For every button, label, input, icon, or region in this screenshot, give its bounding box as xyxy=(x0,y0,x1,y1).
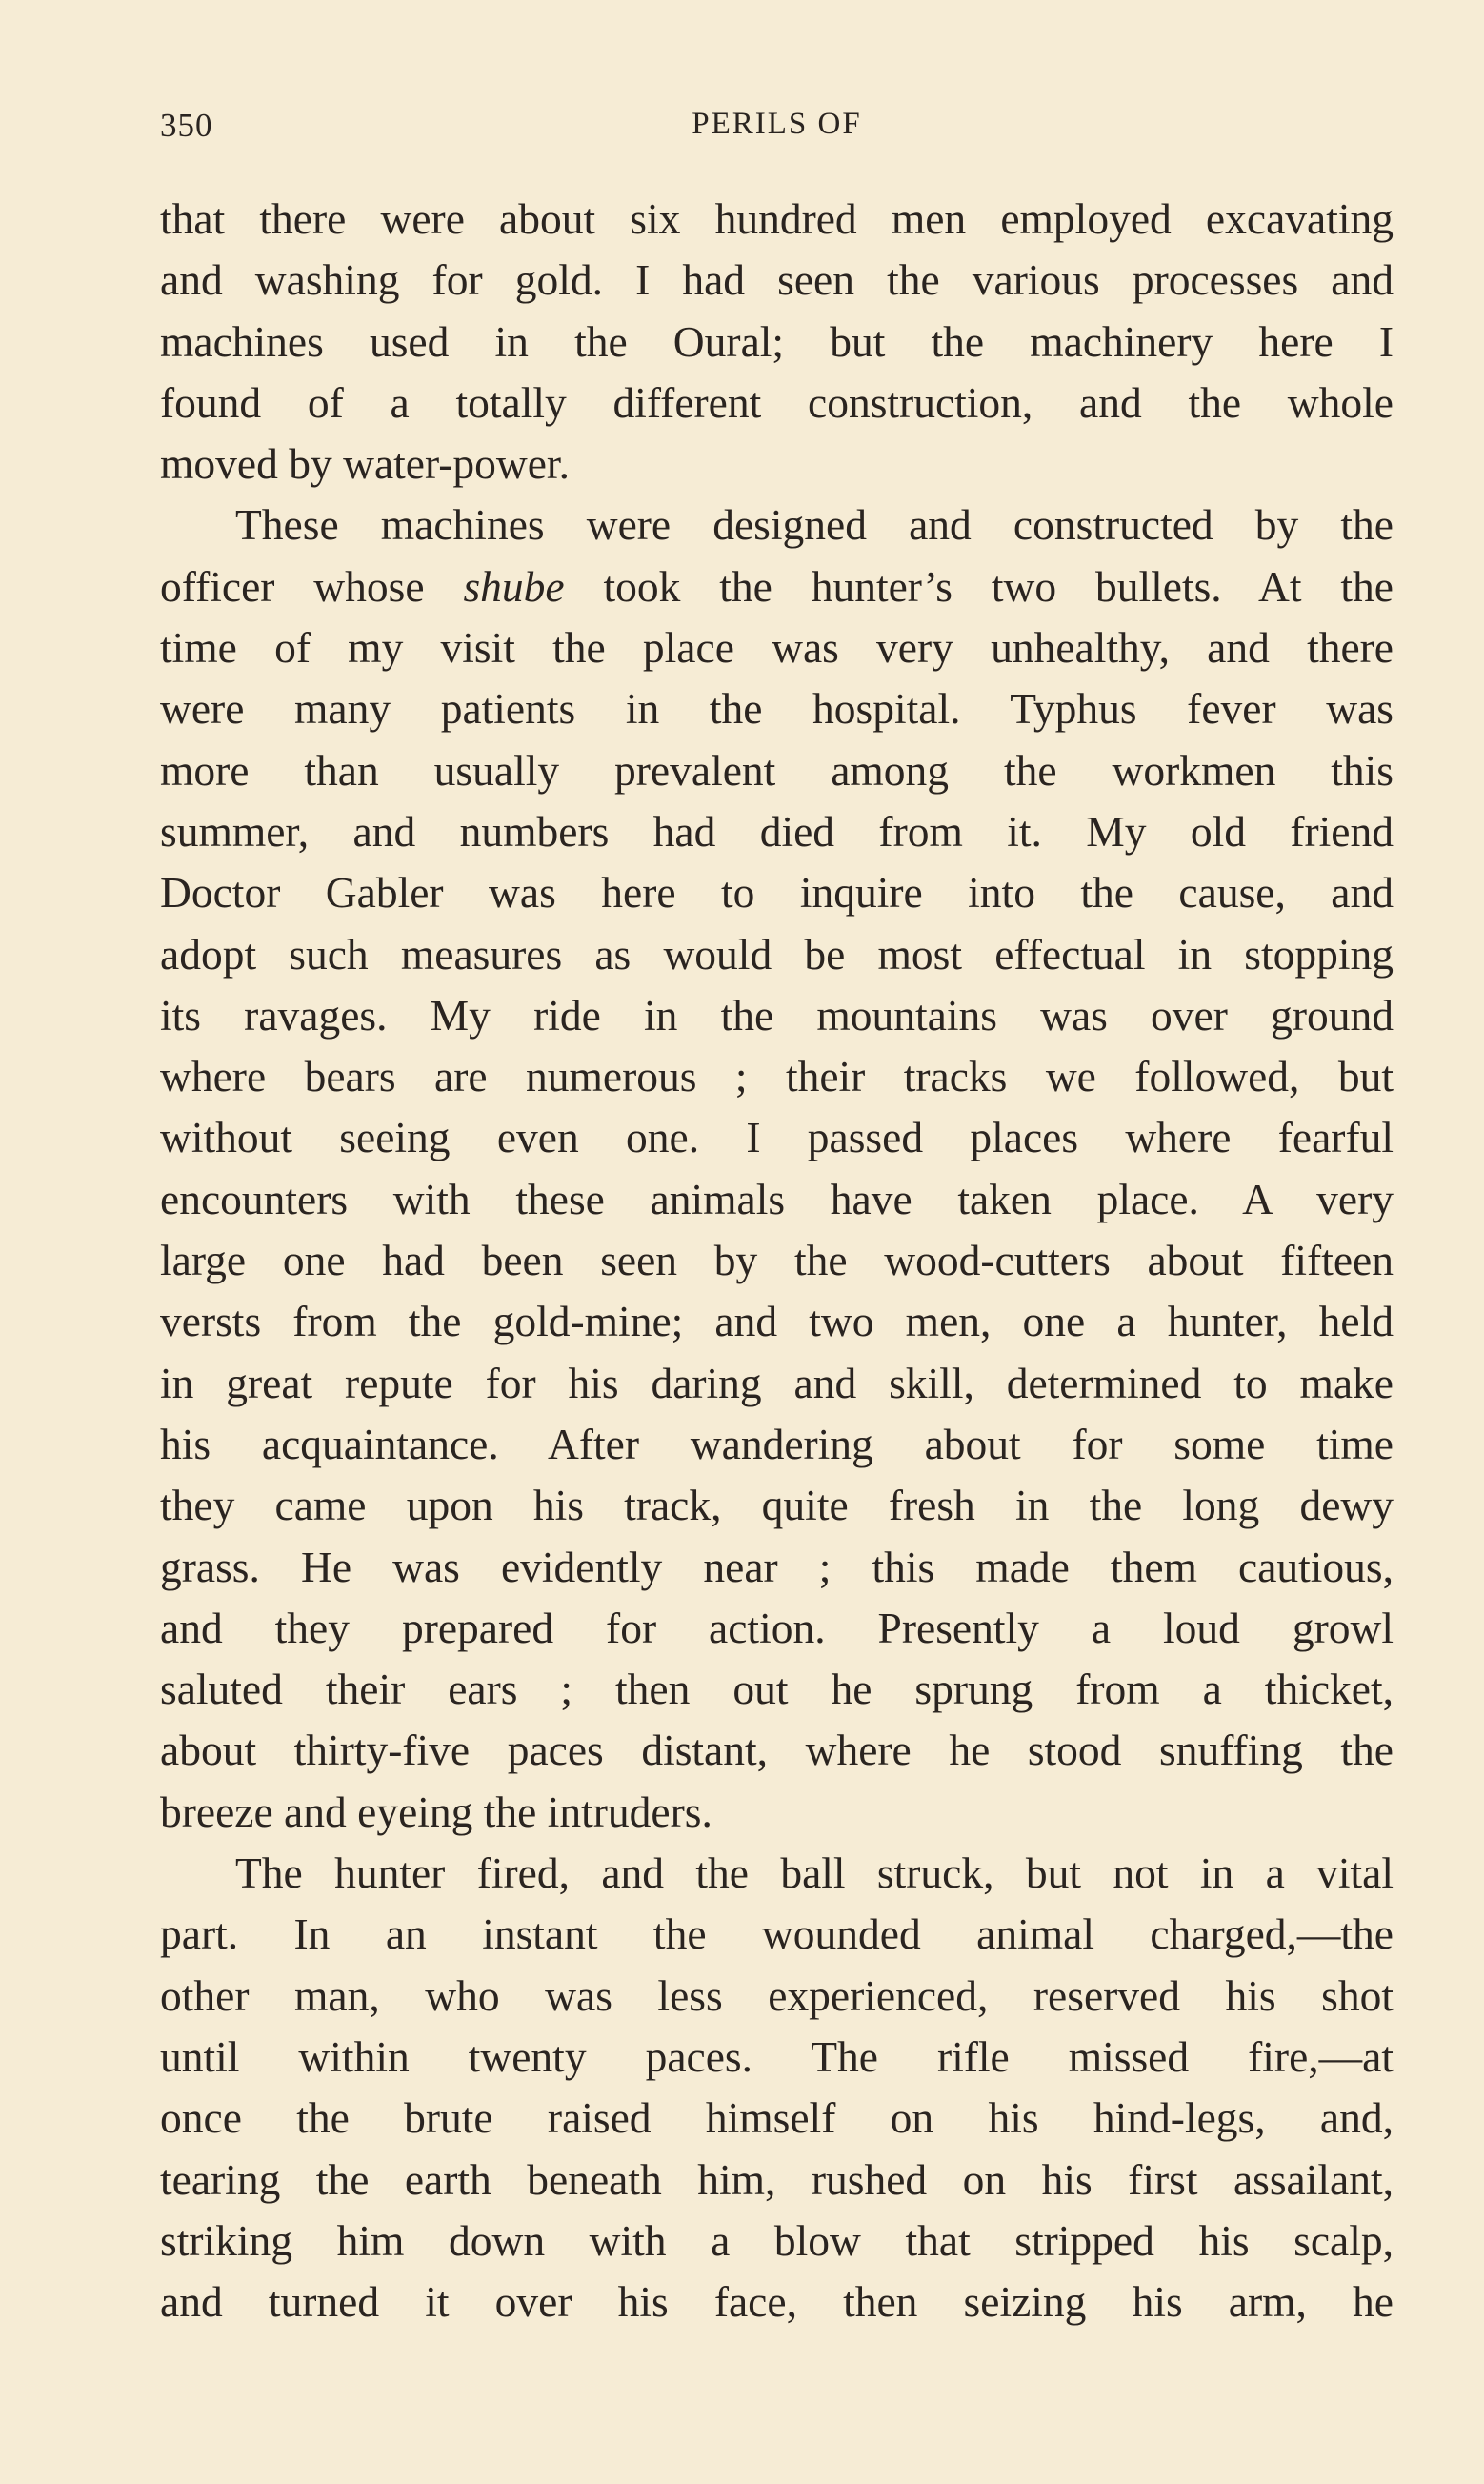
text-line: where bears are numerous ; their tracks we followed, but xyxy=(160,1052,1394,1101)
text-line: without seeing even one. I passed places where fearful xyxy=(160,1113,1394,1162)
text-segment: officer whose xyxy=(160,561,464,611)
text-segment: took the hunter’s two bullets. At the xyxy=(564,561,1394,611)
text-line: part. In an instant the wounded animal charged,—the xyxy=(160,1909,1394,1959)
text-line: and they prepared for action. Presently a loud growl xyxy=(160,1603,1394,1652)
text-line: in great repute for his daring and skill, determined to make xyxy=(160,1358,1394,1407)
text-line: about thirty-five paces distant, where he stood snuffing the xyxy=(160,1726,1394,1775)
page-header xyxy=(160,107,1394,154)
text-line: These machines were designed and constructed by the xyxy=(235,500,1394,550)
text-line: tearing the earth beneath him, rushed on his first assailant, xyxy=(160,2154,1394,2204)
text-line: they came upon his track, quite fresh in the long dewy xyxy=(160,1481,1394,1530)
text-line: and turned it over his face, then seizing his arm, he xyxy=(160,2277,1394,2327)
text-line: grass. He was evidently near ; this made them cautious, xyxy=(160,1542,1394,1591)
page-number: 350 xyxy=(160,107,213,144)
text-line: other man, who was less experienced, reserved his shot xyxy=(160,1970,1394,2020)
text-line: breeze and eyeing the intruders. xyxy=(160,1787,712,1836)
body-text xyxy=(160,189,1394,2333)
text-line: adopt such measures as would be most effectual in stopping xyxy=(160,929,1394,979)
text-line: moved by water-power. xyxy=(160,439,570,489)
text-line: striking him down with a blow that stripped his scalp, xyxy=(160,2215,1394,2265)
text-line: and washing for gold. I had seen the various processes and xyxy=(160,255,1394,305)
running-title: PERILS OF xyxy=(692,107,862,141)
text-line: were many patients in the hospital. Typhus fever was xyxy=(160,684,1394,734)
text-line: once the brute raised himself on his hind-legs, and, xyxy=(160,2093,1394,2143)
text-line: his acquaintance. After wandering about for some time xyxy=(160,1419,1394,1468)
text-line: found of a totally different construction, and the whole xyxy=(160,377,1394,427)
text-line: versts from the gold-mine; and two men, one a hunter, held xyxy=(160,1297,1394,1346)
text-line: summer, and numbers had died from it. My old friend xyxy=(160,806,1394,856)
text-line: time of my visit the place was very unhealthy, and there xyxy=(160,623,1394,673)
text-line: that there were about six hundred men employed excavating xyxy=(160,194,1394,243)
text-line: Doctor Gabler was here to inquire into the cause, and xyxy=(160,868,1394,918)
text-line: encounters with these animals have taken place. A very xyxy=(160,1174,1394,1223)
text-line: large one had been seen by the wood-cutters about fifteen xyxy=(160,1236,1394,1285)
italic-term: shube xyxy=(463,561,565,611)
text-line: its ravages. My ride in the mountains was over ground xyxy=(160,990,1394,1040)
text-line: machines used in the Oural; but the machinery here I xyxy=(160,316,1394,366)
text-line xyxy=(160,556,1394,617)
text-line: until within twenty paces. The rifle missed fire,—at xyxy=(160,2031,1394,2081)
text-line: more than usually prevalent among the workmen this xyxy=(160,745,1394,795)
text-line: The hunter fired, and the ball struck, but not in a vital xyxy=(235,1848,1394,1898)
text-line: saluted their ears ; then out he sprung from a thicket, xyxy=(160,1665,1394,1714)
